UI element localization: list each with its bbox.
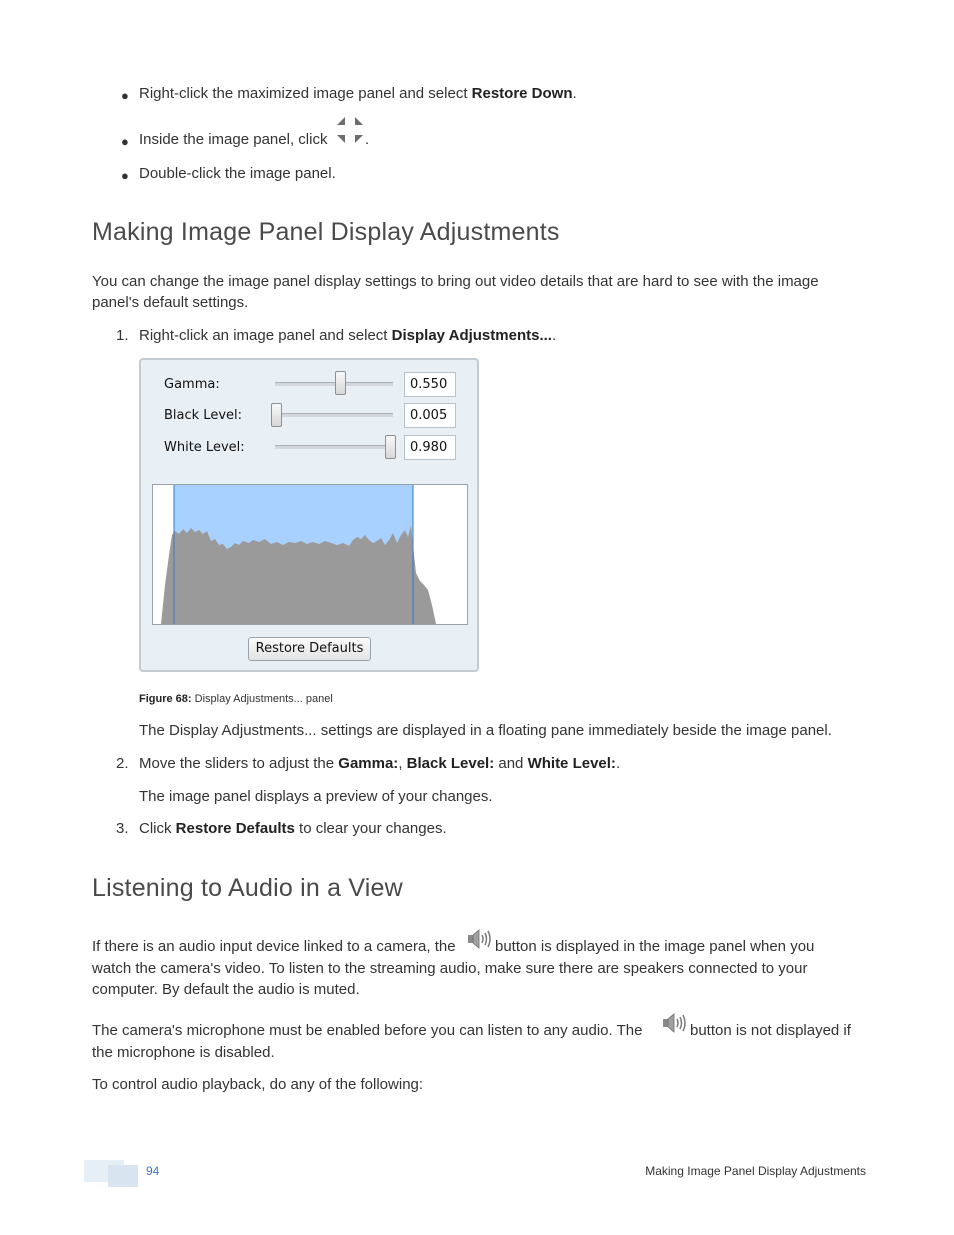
step-punct: .	[551, 327, 557, 344]
bullet-dot: ●	[121, 168, 129, 183]
white-level-label: White Level:	[164, 440, 245, 455]
histogram	[152, 484, 468, 625]
figure-caption-text: Display Adjustments... panel	[191, 693, 333, 705]
step-bold-white-level: White Level:	[527, 755, 616, 772]
step-text: Click	[139, 820, 176, 837]
restore-defaults-button[interactable]: Restore Defaults	[248, 637, 371, 661]
audio-p1-line2: watch the camera's video. To listen to the streaming audio, make sure there are speakers connected to your	[92, 960, 808, 977]
step-3	[139, 818, 447, 839]
step-bold: Restore Defaults	[175, 820, 295, 837]
footer-decoration	[108, 1165, 138, 1187]
step-sep: and	[494, 755, 528, 772]
intro-line-1: You can change the image panel display settings to bring out video details that are hard to see with the image	[92, 273, 819, 290]
step-text: Move the sliders to adjust the	[139, 755, 339, 772]
restore-down-arrows-icon	[333, 114, 367, 146]
gamma-slider-thumb[interactable]	[335, 371, 346, 395]
step-sep: ,	[398, 755, 407, 772]
bullet-bold: Restore Down	[471, 85, 573, 102]
audio-p2-line2: the microphone is disabled.	[92, 1044, 275, 1061]
step-bold: Display Adjustments...	[391, 327, 552, 344]
audio-p1-line1-pre: If there is an audio input device linked to a camera, the	[92, 938, 456, 955]
black-level-slider-thumb[interactable]	[271, 403, 282, 427]
audio-p2-line1-pre: The camera's microphone must be enabled before you can listen to any audio. The	[92, 1022, 643, 1039]
histogram-graphic	[153, 485, 467, 624]
black-level-value-field[interactable]: 0.005	[404, 403, 456, 428]
step-2-note: The image panel displays a preview of your changes.	[139, 788, 493, 805]
figure-caption	[139, 693, 333, 705]
gamma-label: Gamma:	[164, 377, 220, 392]
step-bold-gamma: Gamma:	[338, 755, 399, 772]
step-bold-black-level: Black Level:	[406, 755, 495, 772]
bullet-restore-down	[139, 83, 577, 104]
page-number: 94	[146, 1164, 160, 1178]
bullet-double-click: Double-click the image panel.	[139, 165, 336, 182]
audio-p1-line1-post: button is displayed in the image panel when you	[495, 938, 815, 955]
section-heading-audio: Listening to Audio in a View	[92, 874, 403, 902]
white-level-slider-track[interactable]	[275, 445, 393, 449]
gamma-slider-track[interactable]	[275, 382, 393, 386]
white-level-slider-thumb[interactable]	[385, 435, 396, 459]
bullet-text: Right-click the maximized image panel and select	[139, 85, 472, 102]
figure-label: Figure 68:	[139, 693, 192, 705]
bullet-dot: ●	[121, 88, 129, 103]
gamma-value-field[interactable]: 0.550	[404, 372, 456, 397]
bullet-dot: ●	[121, 134, 129, 149]
black-level-label: Black Level:	[164, 408, 242, 423]
figure-note: The Display Adjustments... settings are displayed in a floating pane immediately beside the image panel.	[139, 722, 832, 739]
step-number: 1.	[116, 327, 129, 344]
footer-title: Making Image Panel Display Adjustments	[645, 1164, 866, 1178]
black-level-slider-track[interactable]	[275, 413, 393, 417]
speaker-icon	[661, 1013, 687, 1033]
step-text: to clear your changes.	[294, 820, 447, 837]
bullet-text: Inside the image panel, click	[139, 131, 328, 148]
step-punct: .	[615, 755, 621, 772]
step-text: Right-click an image panel and select	[139, 327, 392, 344]
audio-p3: To control audio playback, do any of the following:	[92, 1076, 424, 1093]
step-2	[139, 753, 620, 774]
bullet-click-icon	[139, 129, 327, 150]
white-level-value-field[interactable]: 0.980	[404, 435, 456, 460]
section-heading-display-adjustments: Making Image Panel Display Adjustments	[92, 218, 560, 246]
step-number: 2.	[116, 755, 129, 772]
display-adjustments-panel	[139, 358, 479, 672]
step-number: 3.	[116, 820, 129, 837]
audio-p2-line1-post: button is not displayed if	[690, 1022, 851, 1039]
audio-p1-line3: computer. By default the audio is muted.	[92, 981, 360, 998]
intro-line-2: panel's default settings.	[92, 294, 249, 311]
bullet-punct: .	[572, 85, 577, 102]
bullet-punct: .	[365, 131, 370, 148]
speaker-icon	[466, 929, 492, 949]
step-1	[139, 325, 556, 346]
